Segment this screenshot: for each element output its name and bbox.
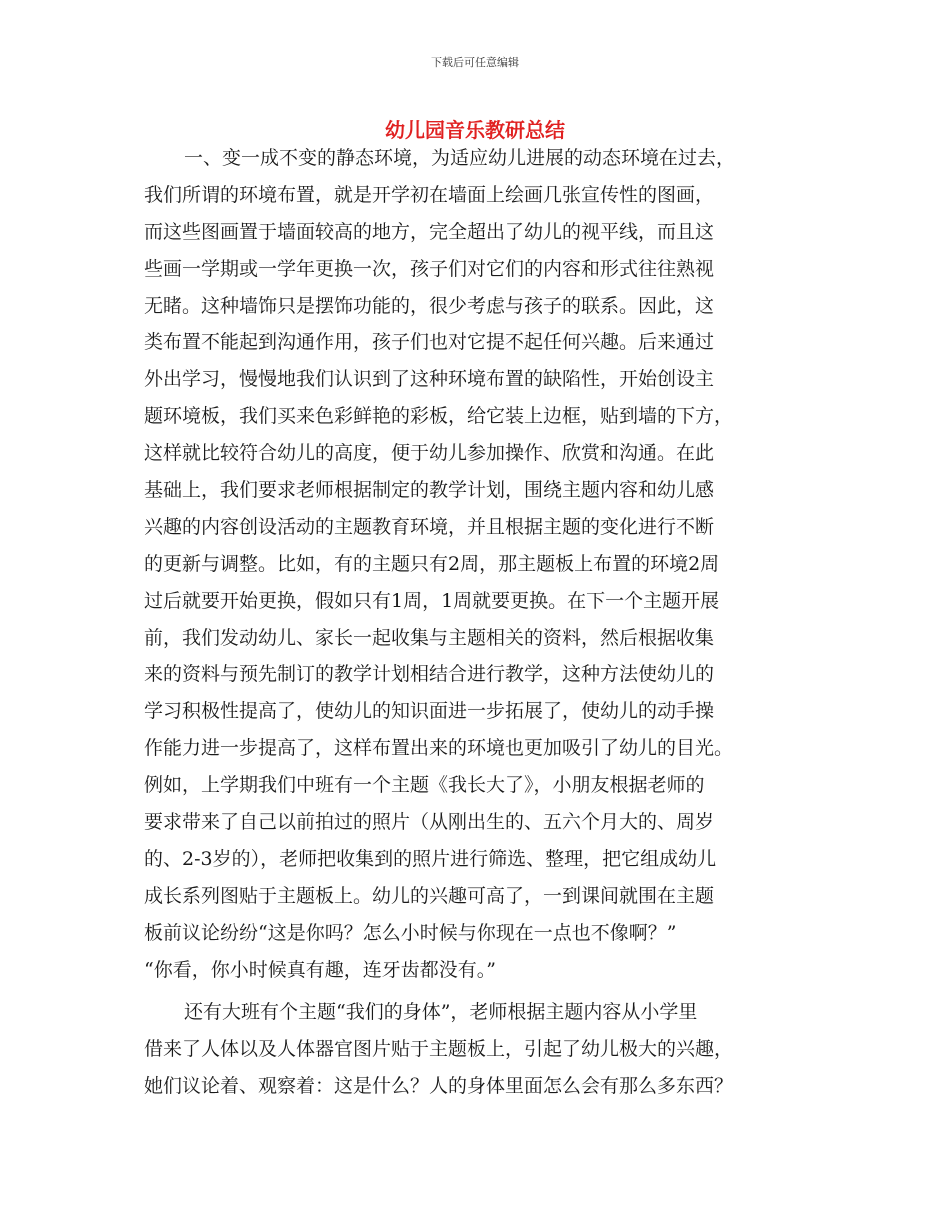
paragraph-line: 前，我们发动幼儿、家长一起收集与主题相关的资料，然后根据收集: [144, 626, 715, 649]
paragraph-line: 无睹。这种墙饰只是摆饰功能的，很少考虑与孩子的联系。因此，这: [144, 294, 715, 317]
paragraph-line: 的、2-3岁的），老师把收集到的照片进行筛选、整理，把它组成幼儿: [144, 847, 717, 870]
paragraph-line: 外出学习，慢慢地我们认识到了这种环境布置的缺陷性，开始创设主: [144, 368, 715, 391]
paragraph-line: 要求带来了自己以前拍过的照片（从刚出生的、五六个月大的、周岁: [144, 811, 715, 834]
paragraph-line: 借来了人体以及人体器官图片贴于主题板上，引起了幼儿极大的兴趣，: [144, 1038, 734, 1061]
document-title: 幼儿园音乐教研总结: [385, 118, 565, 142]
paragraph-line: 题环境板，我们买来色彩鲜艳的彩板，给它装上边框，贴到墙的下方，: [144, 405, 734, 428]
paragraph-line: 兴趣的内容创设活动的主题教育环境，并且根据主题的变化进行不断: [144, 515, 715, 538]
paragraph-line: 些画一学期或一学年更换一次，孩子们对它们的内容和形式往往熟视: [144, 257, 715, 280]
paragraph-line: 她们议论着、观察着：这是什么？人的身体里面怎么会有那么多东西？: [144, 1075, 734, 1098]
paragraph-line: 作能力进一步提高了，这样布置出来的环境也更加吸引了幼儿的目光。: [144, 737, 734, 760]
paragraph-line: 成长系列图贴于主题板上。幼儿的兴趣可高了，一到课间就围在主题: [144, 884, 715, 907]
paragraph-line: 例如，上学期我们中班有一个主题《我长大了》，小朋友根据老师的: [144, 774, 705, 797]
document-body: [144, 140, 824, 1105]
header-note: 下载后可任意编辑: [431, 56, 519, 69]
paragraph-line: 类布置不能起到沟通作用，孩子们也对它提不起任何兴趣。后来通过: [144, 331, 715, 354]
paragraph-line: 这样就比较符合幼儿的高度，便于幼儿参加操作、欣赏和沟通。在此: [144, 442, 715, 465]
paragraph-line: 一、变一成不变的静态环境，为适应幼儿进展的动态环境在过去，: [184, 147, 736, 169]
paragraph-line: 板前议论纷纷“这是你吗？怎么小时候与你现在一点也不像啊？”: [144, 921, 677, 944]
paragraph-1: [144, 140, 824, 988]
paragraph-2: [144, 994, 824, 1105]
paragraph-line: 还有大班有个主题“我们的身体”，老师根据主题内容从小学里: [184, 1001, 698, 1024]
paragraph-line: “你看，你小时候真有趣，连牙齿都没有。”: [144, 958, 496, 981]
paragraph-line: 基础上，我们要求老师根据制定的教学计划，围绕主题内容和幼儿感: [144, 479, 715, 502]
paragraph-line: 我们所谓的环境布置，就是开学初在墙面上绘画几张宣传性的图画，: [144, 183, 715, 206]
paragraph-line: 而这些图画置于墙面较高的地方，完全超出了幼儿的视平线，而且这: [144, 220, 715, 243]
paragraph-line: 的更新与调整。比如，有的主题只有2周，那主题板上布置的环境2周: [144, 552, 720, 575]
paragraph-line: 来的资料与预先制订的教学计划相结合进行教学，这种方法使幼儿的: [144, 663, 715, 686]
paragraph-line: 过后就要开始更换，假如只有1周，1周就要更换。在下一个主题开展: [144, 589, 720, 612]
paragraph-line: 学习积极性提高了，使幼儿的知识面进一步拓展了，使幼儿的动手操: [144, 700, 715, 723]
